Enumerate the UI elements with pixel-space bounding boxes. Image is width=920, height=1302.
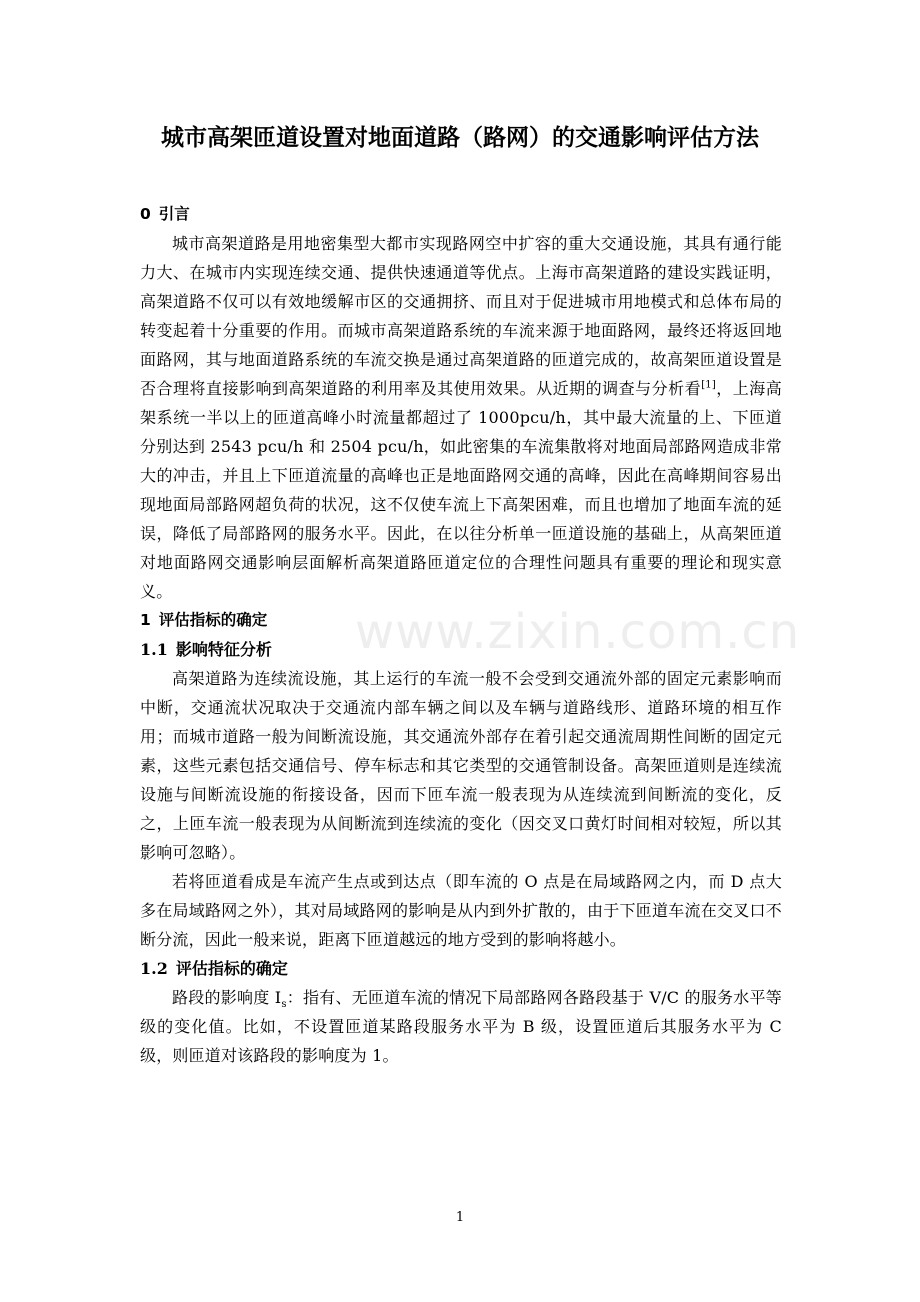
subscript: s <box>281 999 287 1011</box>
paragraph-text: 路段的影响度 I <box>172 988 282 1007</box>
paragraph-1-1-a: 高架道路为连续流设施，其上运行的车流一般不会受到交通流外部的固定元素影响而中断，交通流状况取决于交通流内部车辆之间以及车辆与道路线形、道路环境的相互作用；而城市道路一般为间断流设施，其交通流外部存在着引起交通流周期性间断的固定元素，这些元素包括交通信号、停车标志和其它类型的交通管制设备。高架匝道则是连续流设施与间断流设施的衔接设备，因而下匝车流一般表现为从连续流到间断流的变化，反之，上匝车流一般表现为从间断流到连续流的变化（因交叉口黄灯时间相对较短，所以其影响可忽略）。 <box>140 669 782 862</box>
paragraph-1-1-b: 若将匝道看成是车流产生点或到达点（即车流的 O 点是在局域路网之内，而 D 点大多在局域路网之外），其对局域路网的影响是从内到外扩散的，由于下匝道车流在交叉口不断分流，因此一般来说，距离下匝道越远的地方受到的影响将越小。 <box>140 872 782 949</box>
section-title: 引言 <box>158 205 190 223</box>
intro-paragraph <box>140 229 782 606</box>
paragraph-text: 城市高架道路是用地密集型大都市实现路网空中扩容的重大交通设施，其具有通行能力大、在城市内实现连续交通、提供快速通道等优点。上海市高架道路的建设实践证明，高架道路不仅可以有效地缓解市区的交通拥挤、而且对于促进城市用地模式和总体布局的转变起着十分重要的作用。而城市高架道路系统的车流来源于地面路网，最终还将返回地面路网，其与地面道路系统的车流交换是通过高架道路的匝道完成的，故高架匝道设置是否合理将直接影响到高架道路的利用率及其使用效果。从近期的调查与分析看 <box>140 234 782 398</box>
subsection-heading-1-2 <box>140 954 782 983</box>
page-number: 1 <box>455 1210 465 1225</box>
section-title: 评估指标的确定 <box>158 611 268 629</box>
section-number: 1 <box>140 611 151 629</box>
subsection-title: 影响特征分析 <box>175 640 272 659</box>
citation-ref: [1] <box>701 379 716 391</box>
paragraph-text: ，上海高架系统一半以上的匝道高峰小时流量都超过了 1000pcu/h，其中最大流量的上、下匝道分别达到 2543 pcu/h 和 2504 pcu/h，如此密集的车流集散将对地面局部路网造成非常大的冲击，并且上下匝道流量的高峰也正是地面路网交通的高峰，因此在高峰期间容易出现地面局部路网超负荷的状况，这不仅使车流上下高架困难，而且也增加了地面车流的延误，降低了局部路网的服务水平。因此，在以往分析单一匝道设施的基础上，从高架匝道对地面路网交通影响层面解析高架道路匝道定位的合理性问题具有重要的理论和现实意义。 <box>140 379 782 601</box>
subsection-number: 1.2 <box>140 959 168 978</box>
subsection-title: 评估指标的确定 <box>175 959 288 978</box>
subsection-heading-1-1 <box>140 635 782 664</box>
section-heading-intro <box>140 200 782 229</box>
paragraph-text: ：指有、无匝道车流的情况下局部路网各路段基于 V/C 的服务水平等级的变化值。比如，不设置匝道某路段服务水平为 B 级，设置匝道后其服务水平为 C 级，则匝道对该路段的影响度为 1。 <box>140 988 782 1065</box>
subsection-number: 1.1 <box>140 640 168 659</box>
section-heading-1 <box>140 606 782 635</box>
section-number: 0 <box>140 205 151 223</box>
document-body <box>140 200 801 1070</box>
watermark: www.zixin.com.cn <box>355 604 801 660</box>
document-title: 城市高架匝道设置对地面道路（路网）的交通影响评估方法 <box>161 125 759 151</box>
paragraph-1-2-a <box>140 983 782 1070</box>
